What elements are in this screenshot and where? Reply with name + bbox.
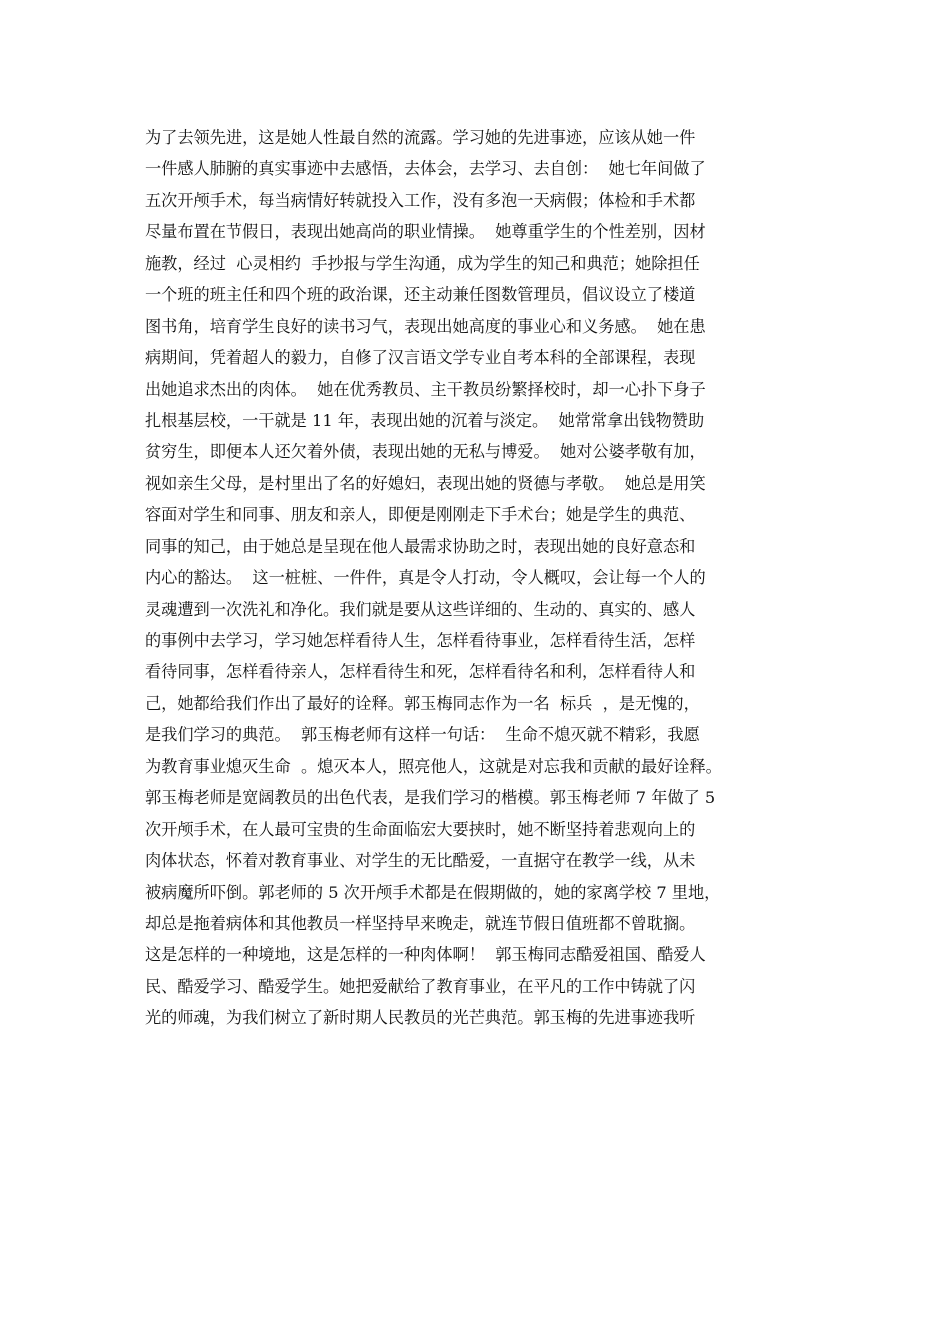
- text-line: 出她追求杰出的肉体。 她在优秀教员、主干教员纷繁择校时，却一心扑下身子: [145, 379, 706, 399]
- text-line: 图书角，培育学生良好的读书习气，表现出她高度的事业心和义务感。 她在患: [145, 316, 706, 336]
- text-line: 民、酷爱学习、酷爱学生。她把爱献给了教育事业，在平凡的工作中铸就了闪: [145, 976, 696, 996]
- text-line: 一个班的班主任和四个班的政治课，还主动兼任图数管理员，倡议设立了楼道: [145, 285, 696, 305]
- text-line: 视如亲生父母，是村里出了名的好媳妇，表现出她的贤德与孝敬。 她总是用笑: [145, 473, 706, 493]
- text-line: 贫穷生，即便本人还欠着外债，表现出她的无私与博爱。 她对公婆孝敬有加，: [145, 442, 706, 462]
- text-line: 己，她都给我们作出了最好的诠释。郭玉梅同志作为一名 标兵 ，是无愧的，: [145, 693, 700, 713]
- text-line: 光的师魂，为我们树立了新时期人民教员的光芒典范。郭玉梅的先进事迹我听: [145, 1008, 696, 1028]
- text-line: 是我们学习的典范。 郭玉梅老师有这样一句话： 生命不熄灭就不精彩，我愿: [145, 725, 700, 745]
- text-line: 扎根基层校，一干就是 11 年，表现出她的沉着与淡定。 她常常拿出钱物赞助: [145, 410, 705, 430]
- text-line: 次开颅手术，在人最可宝贵的生命面临宏大要挟时，她不断坚持着悲观向上的: [145, 819, 696, 839]
- text-line: 一件感人肺腑的真实事迹中去感悟，去体会，去学习、去自创： 她七年间做了: [145, 159, 706, 179]
- text-line: 的事例中去学习，学习她怎样看待人生，怎样看待事业，怎样看待生活，怎样: [145, 631, 696, 650]
- text-line: 被病魔所吓倒。郭老师的 5 次开颅手术都是在假期做的，她的家离学校 7 里地，: [145, 882, 721, 902]
- text-line: 这是怎样的一种境地，这是怎样的一种肉体啊！ 郭玉梅同志酷爱祖国、酷爱人: [145, 945, 706, 965]
- text-line: 同事的知己，由于她总是呈现在他人最需求协助之时，表现出她的良好意态和: [145, 536, 696, 556]
- text-line: 郭玉梅老师是宽阔教员的出色代表，是我们学习的楷模。郭玉梅老师 7 年做了 5: [145, 788, 716, 808]
- text-line: 五次开颅手术，每当病情好转就投入工作，没有多泡一天病假；体检和手术都: [145, 190, 696, 210]
- text-line: 却总是拖着病体和其他教员一样坚持早来晚走，就连节假日值班都不曾耽搁。: [145, 913, 696, 933]
- text-line: 看待同事，怎样看待亲人，怎样看待生和死，怎样看待名和利，怎样看待人和: [145, 662, 696, 682]
- text-line: 容面对学生和同事、朋友和亲人，即便是刚刚走下手术台；她是学生的典范、: [145, 505, 696, 525]
- text-line: 尽量布置在节假日，表现出她高尚的职业情操。 她尊重学生的个性差别，因材: [145, 222, 706, 242]
- text-line: 灵魂遭到一次洗礼和净化。我们就是要从这些详细的、生动的、真实的、感人: [145, 599, 696, 619]
- text-line: 内心的豁达。 这一桩桩、一件件，真是令人打动，令人概叹，会让每一个人的: [145, 568, 706, 588]
- text-line: 病期间，凭着超人的毅力，自修了汉言语文学专业自考本科的全部课程，表现: [145, 348, 696, 368]
- text-line: 为了去领先进，这是她人性最自然的流露。学习她的先进事迹，应该从她一件: [145, 128, 696, 147]
- text-line: 施教，经过 心灵相约 手抄报与学生沟通，成为学生的知己和典范；她除担任: [145, 253, 700, 273]
- text-line: 为教育事业熄灭生命 。熄灭本人，照亮他人，这就是对忘我和贡献的最好诠释。: [145, 756, 722, 776]
- body-text: [145, 122, 845, 1034]
- text-line: 肉体状态，怀着对教育事业、对学生的无比酷爱，一直据守在教学一线，从未: [145, 851, 696, 871]
